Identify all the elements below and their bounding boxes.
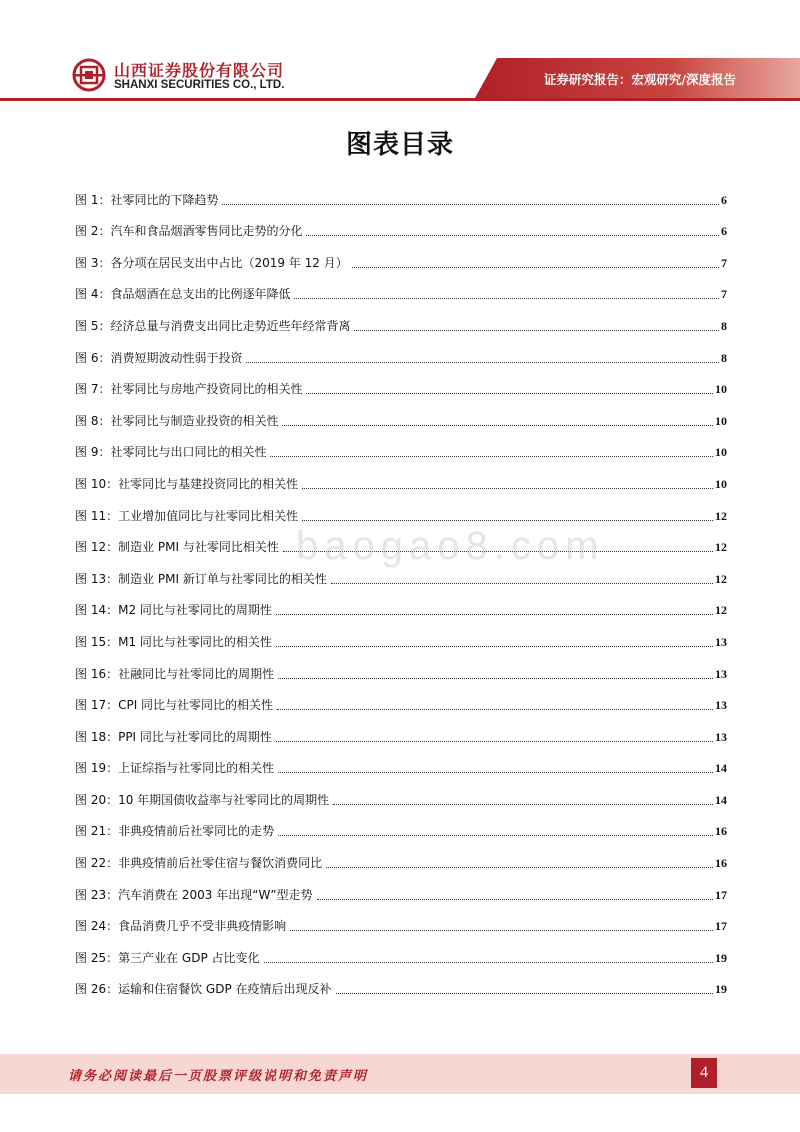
toc-entry-page: 8 [721,318,727,333]
toc-dot-leader [278,835,713,836]
page-header [0,0,800,104]
toc-entry-label: 图 23：汽车消费在 2003 年出现“W”型走势 [75,887,313,902]
toc-entry[interactable] [75,397,727,429]
toc-dot-leader [294,298,719,299]
toc-entry-page: 12 [715,508,727,523]
toc-entry-label: 图 4：食品烟酒在总支出的比例逐年降低 [75,287,291,302]
toc-entry-page: 6 [721,224,727,239]
toc-entry[interactable] [75,776,727,808]
toc-entry-label: 图 2：汽车和食品烟酒零售同比走势的分化 [75,224,303,239]
toc-entry-label: 图 21：非典疫情前后社零同比的走势 [75,824,275,839]
toc-entry[interactable] [75,366,727,398]
toc-entry-label: 图 6：消费短期波动性弱于投资 [75,350,243,365]
toc-entry[interactable] [75,334,727,366]
toc-entry-page: 16 [715,856,727,871]
toc-dot-leader [352,267,719,268]
toc-entry-label: 图 8：社零同比与制造业投资的相关性 [75,413,279,428]
toc-entry-page: 13 [715,634,727,649]
toc-dot-leader [333,804,713,805]
company-name-cn: 山西证券股份有限公司 [114,61,285,80]
toc-entry[interactable] [75,239,727,271]
toc-dot-leader [277,709,713,710]
toc-entry[interactable] [75,618,727,650]
toc-entry-page: 19 [715,982,727,997]
toc-entry[interactable] [75,966,727,998]
toc-entry[interactable] [75,934,727,966]
toc-dot-leader [306,393,713,394]
toc-entry-label: 图 12：制造业 PMI 与社零同比相关性 [75,540,279,555]
toc-entry-page: 10 [715,382,727,397]
company-name-en: SHANXI SECURITIES CO., LTD. [114,79,285,91]
toc-entry-page: 13 [715,729,727,744]
toc-entry-label: 图 3：各分项在居民支出中占比（2019 年 12 月） [75,255,348,270]
toc-dot-leader [270,456,713,457]
toc-entry-page: 10 [715,413,727,428]
toc-entry-label: 图 18：PPI 同比与社零同比的周期性 [75,729,272,744]
toc-entry-page: 16 [715,824,727,839]
toc-entry-label: 图 24：食品消费几乎不受非典疫情影响 [75,919,287,934]
toc-entry-page: 10 [715,445,727,460]
toc-dot-leader [306,235,719,236]
footer-disclaimer: 请务必阅读最后一页股票评级说明和免责声明 [68,1069,369,1084]
toc-entry-label: 图 22：非典疫情前后社零住宿与餐饮消费同比 [75,856,323,871]
toc-dot-leader [326,867,713,868]
toc-entry-label: 图 14：M2 同比与社零同比的周期性 [75,603,272,618]
toc-entry-label: 图 1：社零同比的下降趋势 [75,192,219,207]
toc-entry-label: 图 5：经济总量与消费支出同比走势近些年经常背离 [75,318,351,333]
toc-dot-leader [302,520,713,521]
toc-entry[interactable] [75,871,727,903]
toc-entry-page: 12 [715,540,727,555]
toc-entry[interactable] [75,745,727,777]
toc-dot-leader [336,993,714,994]
toc-dot-leader [278,678,713,679]
toc-entry-label: 图 19：上证综指与社零同比的相关性 [75,761,275,776]
toc-entry-page: 7 [721,255,727,270]
toc-entry-page: 17 [715,919,727,934]
toc-dot-leader [276,646,713,647]
page-title: 图表目录 [345,130,454,160]
toc-entry-page: 6 [721,192,727,207]
report-type-label: 证券研究报告：宏观研究/深度报告 [543,72,736,87]
report-type-band [475,58,800,98]
toc-entry-page: 12 [715,603,727,618]
toc-entry-page: 14 [715,761,727,776]
toc-entry-label: 图 26：运输和住宿餐饮 GDP 在疫情后出现反补 [75,982,332,997]
toc-entry[interactable] [75,808,727,840]
toc-dot-leader [282,425,713,426]
toc-entry-page: 8 [721,350,727,365]
toc-entry-page: 13 [715,666,727,681]
toc-entry[interactable] [75,429,727,461]
toc-entry[interactable] [75,492,727,524]
toc-dot-leader [276,614,713,615]
shanxi-securities-logo-icon [72,58,106,92]
toc-entry-page: 13 [715,698,727,713]
toc-dot-leader [276,741,713,742]
toc-dot-leader [246,362,719,363]
toc-entry-page: 17 [715,887,727,902]
toc-entry-page: 7 [721,287,727,302]
header-divider [0,98,800,101]
toc-entry-label: 图 10：社零同比与基建投资同比的相关性 [75,476,299,491]
toc-entry-label: 图 16：社融同比与社零同比的周期性 [75,666,275,681]
toc-entry[interactable] [75,713,727,745]
toc-entry[interactable] [75,208,727,240]
toc-dot-leader [290,930,713,931]
figure-table-of-contents [75,176,727,997]
page-number: 4 [691,1058,717,1088]
toc-entry[interactable] [75,271,727,303]
toc-entry[interactable] [75,302,727,334]
toc-entry[interactable] [75,903,727,935]
toc-entry[interactable] [75,460,727,492]
toc-entry-page: 14 [715,792,727,807]
toc-dot-leader [302,488,713,489]
toc-entry-label: 图 15：M1 同比与社零同比的相关性 [75,634,272,649]
toc-entry[interactable] [75,839,727,871]
watermark: baogao8.com [296,524,605,568]
toc-dot-leader [264,962,714,963]
toc-entry-page: 12 [715,571,727,586]
toc-dot-leader [278,772,713,773]
toc-entry-label: 图 20：10 年期国债收益率与社零同比的周期性 [75,792,330,807]
toc-entry-label: 图 13：制造业 PMI 新订单与社零同比的相关性 [75,571,327,586]
toc-entry-label: 图 17：CPI 同比与社零同比的相关性 [75,698,274,713]
page-footer [0,1054,800,1094]
toc-entry-page: 10 [715,476,727,491]
toc-dot-leader [222,204,719,205]
toc-entry-label: 图 11：工业增加值同比与社零同比相关性 [75,508,299,523]
toc-entry[interactable] [75,587,727,619]
toc-dot-leader [354,330,719,331]
toc-dot-leader [317,899,713,900]
toc-entry[interactable] [75,176,727,208]
toc-entry[interactable] [75,682,727,714]
toc-entry[interactable] [75,650,727,682]
toc-entry-page: 19 [715,950,727,965]
toc-entry-label: 图 25：第三产业在 GDP 占比变化 [75,950,260,965]
toc-entry-label: 图 7：社零同比与房地产投资同比的相关性 [75,382,303,397]
toc-dot-leader [331,583,713,584]
toc-entry-label: 图 9：社零同比与出口同比的相关性 [75,445,267,460]
